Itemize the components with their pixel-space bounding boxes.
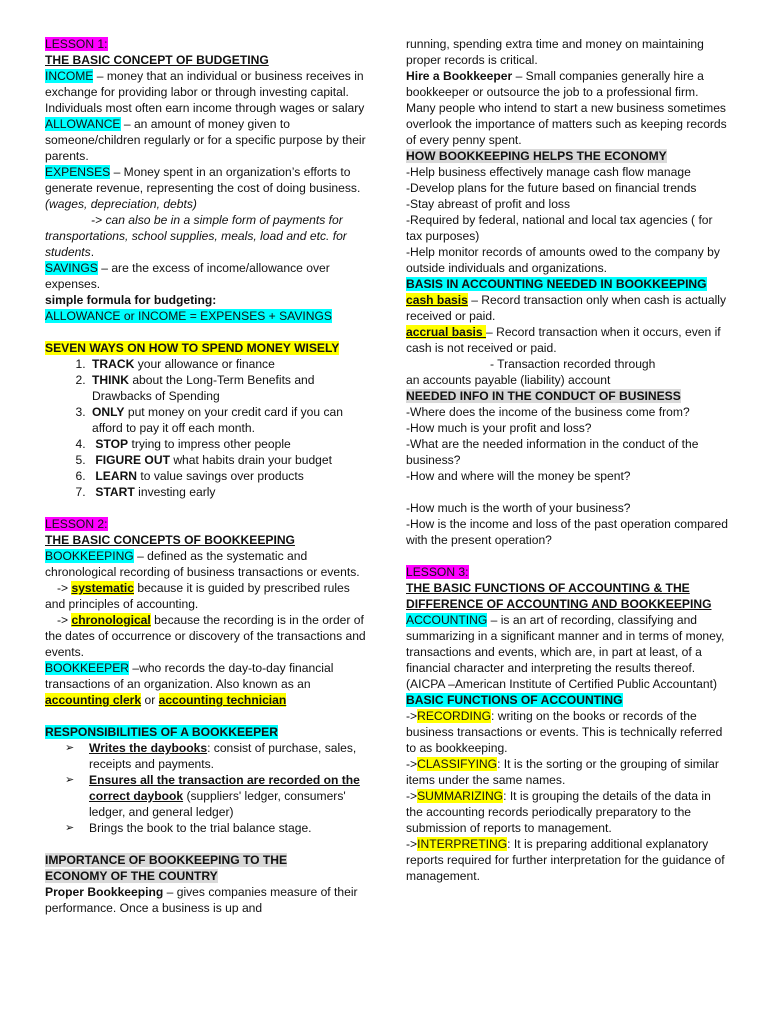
accrual-basis-note: - Transaction recorded through — [490, 357, 656, 371]
basis-heading: BASIS IN ACCOUNTING NEEDED IN BOOKKEEPING — [406, 277, 707, 291]
expenses-note: -> can also be in a simple form of payments for transportations, school supplies, meals, load and etc. for students. — [45, 213, 347, 259]
formula-label: simple formula for budgeting: — [45, 293, 217, 307]
list-item: ➢ Writes the daybooks: consist of purchase, sales, receipts and payments. — [65, 740, 367, 772]
income-term: INCOME — [45, 69, 94, 83]
list-item: -Help business effectively manage cash flow manage — [406, 165, 691, 179]
accounting-definition: ACCOUNTING – is an art of recording, classifying and summarizing in a significant manner and in terms of money, transactions and events, which are, in part at least, of a financial character and interpreting the results thereof. (AICPA –American Institute of Certified Public Accountant) — [406, 613, 725, 691]
chronological-definition: -> chronological because the recording is in the order of the dates of occurrence or discovery of the transactions and events. — [45, 613, 366, 659]
list-item: 2. THINK about the Long-Term Benefits and Drawbacks of Spending — [89, 372, 367, 404]
hire-bookkeeper-definition: Hire a Bookkeeper – Small companies generally hire a bookkeeper or outsource the job to a professional firm. Many people who intend to start a new business sometimes overlook the importance of matters such as keeping records of every penny spent. — [406, 69, 727, 147]
cash-basis-term: cash basis — [406, 293, 468, 307]
lesson-1-title: THE BASIC CONCEPT OF BUDGETING — [45, 53, 269, 67]
importance-heading: IMPORTANCE OF BOOKKEEPING TO THE ECONOMY OF THE COUNTRY — [45, 853, 288, 883]
recording-term: RECORDING — [417, 709, 492, 723]
list-item: -Stay abreast of profit and loss — [406, 197, 571, 211]
list-item: ➢ Brings the book to the trial balance stage. — [65, 820, 367, 836]
summarizing-term: SUMMARIZING — [417, 789, 504, 803]
left-column — [45, 36, 367, 916]
systematic-term: systematic — [71, 581, 134, 595]
seven-ways-heading: SEVEN WAYS ON HOW TO SPEND MONEY WISELY — [45, 341, 340, 355]
responsibilities-heading: RESPONSIBILITIES OF A BOOKKEEPER — [45, 725, 278, 739]
needed-info-heading: NEEDED INFO IN THE CONDUCT OF BUSINESS — [406, 389, 681, 403]
lesson-3-title: THE BASIC FUNCTIONS OF ACCOUNTING & THE DIFFERENCE OF ACCOUNTING AND BOOKKEEPING — [406, 581, 712, 611]
accrual-basis-definition: accrual basis – Record transaction when it occurs, even if cash is not received or paid. — [406, 325, 721, 355]
list-item: -How much is your profit and loss? — [406, 421, 592, 435]
list-item: -Where does the income of the business come from? — [406, 405, 690, 419]
functions-heading: BASIC FUNCTIONS OF ACCOUNTING — [406, 693, 623, 707]
lesson-3-label: LESSON 3: — [406, 565, 469, 579]
accounting-clerk: accounting clerk — [45, 693, 142, 707]
list-item: -How is the income and loss of the past operation compared with the present operation? — [406, 517, 729, 547]
savings-term: SAVINGS — [45, 261, 98, 275]
bookkeeper-definition: BOOKKEEPER –who records the day-to-day financial transactions of an organization. Also known as an accounting clerk or accounting technician — [45, 661, 334, 707]
allowance-term: ALLOWANCE — [45, 117, 121, 131]
lesson-2-title: THE BASIC CONCEPTS OF BOOKKEEPING — [45, 533, 295, 547]
importance-continued: running, spending extra time and money on maintaining proper records is critical. — [406, 37, 704, 67]
economy-heading: HOW BOOKKEEPING HELPS THE ECONOMY — [406, 149, 667, 163]
summarizing-definition: ->SUMMARIZING: It is grouping the details of the data in the accounting records periodically preparatory to the submission of reports to management. — [406, 789, 711, 835]
list-item: -Help monitor records of amounts owed to the company by outside individuals and organizations. — [406, 245, 720, 275]
budget-formula: ALLOWANCE or INCOME = EXPENSES + SAVINGS — [45, 309, 332, 323]
list-item: 7. START investing early — [89, 484, 367, 500]
list-item: ➢ Ensures all the transaction are recorded on the correct daybook (suppliers' ledger, consumers' ledger, and general ledger) — [65, 772, 367, 820]
bookkeeping-term: BOOKKEEPING — [45, 549, 134, 563]
interpreting-term: INTERPRETING — [417, 837, 508, 851]
chronological-term: chronological — [71, 613, 151, 627]
list-item: 1. TRACK your allowance or finance — [89, 356, 367, 372]
savings-definition: SAVINGS – are the excess of income/allowance over expenses. — [45, 261, 330, 291]
accrual-basis-note-2: an accounts payable (liability) account — [406, 373, 611, 387]
lesson-1-label: LESSON 1: — [45, 37, 108, 51]
seven-ways-list — [45, 356, 367, 500]
classifying-term: CLASSIFYING — [417, 757, 498, 771]
list-item: -How and where will the money be spent? — [406, 469, 631, 483]
hire-bookkeeper-term: Hire a Bookkeeper — [406, 69, 513, 83]
proper-bookkeeping-definition: Proper Bookkeeping – gives companies measure of their performance. Once a business is up and — [45, 885, 358, 915]
list-item: 4. STOP trying to impress other people — [89, 436, 367, 452]
income-definition: INCOME – money that an individual or business receives in exchange for providing labor or through investing capital. Individuals most often earn income through wages or salary — [45, 69, 365, 115]
classifying-definition: ->CLASSIFYING: It is the sorting or the grouping of similar items under the same names. — [406, 757, 719, 787]
list-item: 6. LEARN to value savings over products — [89, 468, 367, 484]
accounting-technician: accounting technician — [158, 693, 287, 707]
bookkeeper-term: BOOKKEEPER — [45, 661, 130, 675]
interpreting-definition: ->INTERPRETING: It is preparing additional explanatory reports required for further interpretation for the guidance of management. — [406, 837, 725, 883]
right-column — [406, 36, 728, 884]
lesson-2-label: LESSON 2: — [45, 517, 108, 531]
bookkeeping-definition: BOOKKEEPING – defined as the systematic and chronological recording of business transactions or events. — [45, 549, 360, 579]
list-item: 3. ONLY put money on your credit card if you can afford to pay it off each month. — [89, 404, 367, 436]
systematic-definition: -> systematic because it is guided by prescribed rules and principles of accounting. — [45, 581, 350, 611]
expenses-term: EXPENSES — [45, 165, 111, 179]
expenses-definition: EXPENSES – Money spent in an organization’s efforts to generate revenue, representing the cost of doing business. (wages, depreciation, debts) — [45, 165, 361, 211]
recording-definition: ->RECORDING: writing on the books or records of the business transactions or events. This is technically referred to as bookkeeping. — [406, 709, 723, 755]
proper-bookkeeping-term: Proper Bookkeeping — [45, 885, 164, 899]
cash-basis-definition: cash basis – Record transaction only when cash is actually received or paid. — [406, 293, 726, 323]
allowance-definition: ALLOWANCE – an amount of money given to someone/children regularly or for a specific purpose by their parents. — [45, 117, 366, 163]
list-item: -What are the needed information in the conduct of the business? — [406, 437, 699, 467]
list-item: -Develop plans for the future based on financial trends — [406, 181, 697, 195]
list-item: -How much is the worth of your business? — [406, 501, 631, 515]
accrual-basis-term: accrual basis — [406, 325, 487, 339]
responsibilities-list — [45, 740, 367, 836]
list-item: 5. FIGURE OUT what habits drain your budget — [89, 452, 367, 468]
list-item: -Required by federal, national and local tax agencies ( for tax purposes) — [406, 213, 713, 243]
accounting-term: ACCOUNTING — [406, 613, 488, 627]
